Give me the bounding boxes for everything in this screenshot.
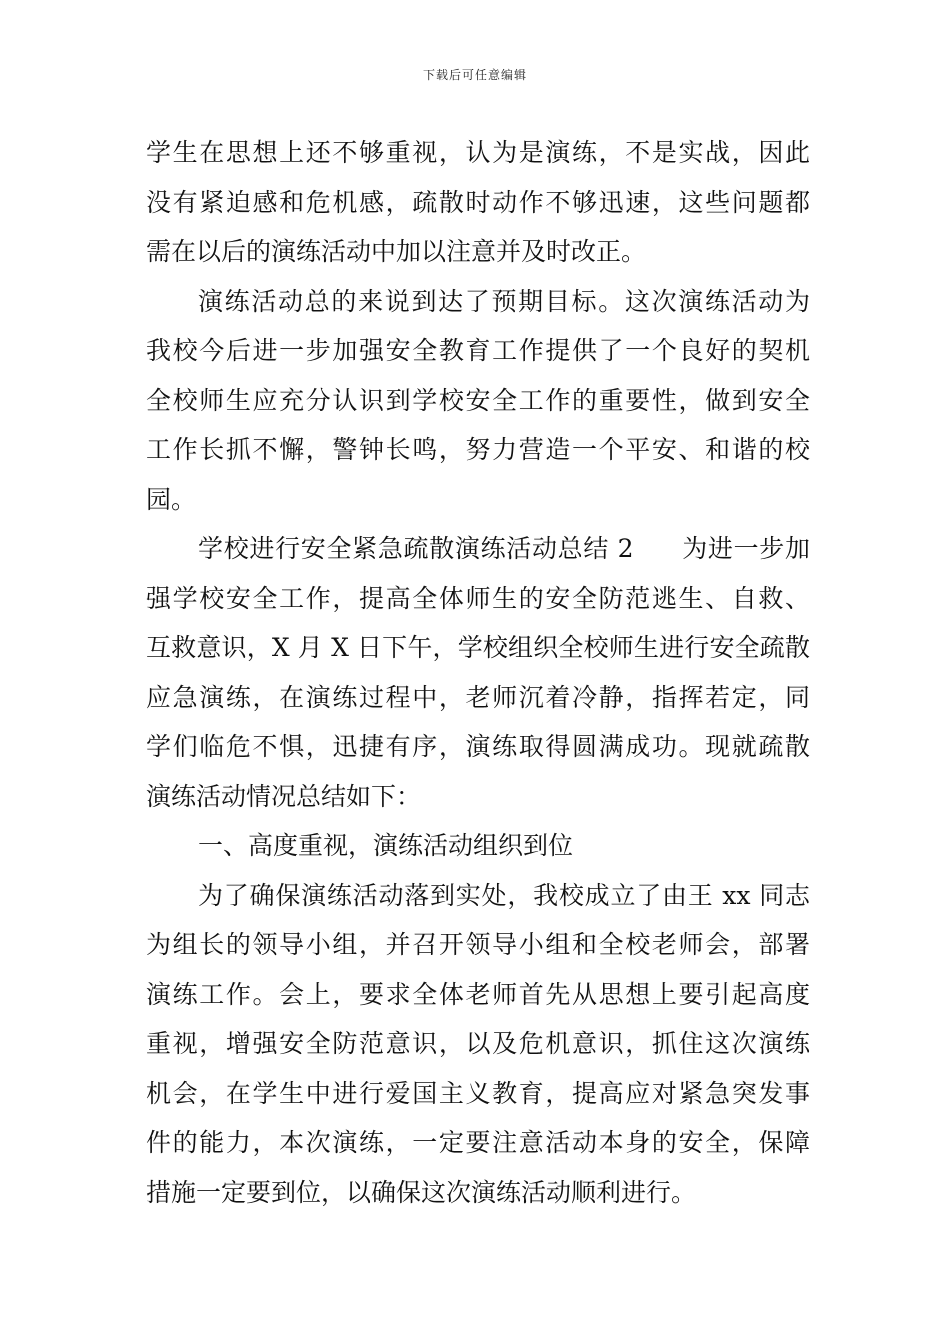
- text-line: 学生在思想上还不够重视，认为是演练，不是实战，因此: [146, 138, 810, 167]
- text-line: 为组长的领导小组，并召开领导小组和全校老师会，部署: [146, 930, 810, 959]
- text-line: 演练工作。会上，要求全体老师首先从思想上要引起高度: [146, 979, 810, 1009]
- text-line: 件的能力，本次演练，一定要注意活动本身的安全，保障: [146, 1128, 810, 1157]
- text-line: 需在以后的演练活动中加以注意并及时改正。: [146, 237, 647, 266]
- subsection-heading: 一、高度重视，演练活动组织到位: [198, 831, 574, 860]
- text-line: 我校今后进一步加强安全教育工作提供了一个良好的契机: [146, 336, 810, 365]
- text-line: 重视，增强安全防范意识，以及危机意识，抓住这次演练: [146, 1029, 810, 1058]
- document-body: [146, 128, 810, 1217]
- section-heading: 学校进行安全紧急疏散演练活动总结 2: [198, 534, 634, 563]
- text-line: 为了确保演练活动落到实处，我校成立了由王 xx 同志: [198, 880, 810, 910]
- page-header-note: 下载后可任意编辑: [422, 68, 527, 82]
- text-line: 园。: [146, 484, 197, 514]
- text-line: 全校师生应充分认识到学校安全工作的重要性，做到安全: [146, 385, 810, 415]
- text-line: 强学校安全工作，提高全体师生的安全防范逃生、自救、: [146, 583, 810, 613]
- text-line: 演练活动总的来说到达了预期目标。这次演练活动为: [198, 286, 810, 316]
- text-line: 互救意识，X 月 X 日下午，学校组织全校师生进行安全疏散: [146, 633, 810, 662]
- text-line: 工作长抓不懈，警钟长鸣，努力营造一个平安、和谐的校: [146, 435, 810, 464]
- text-line: 措施一定要到位，以确保这次演练活动顺利进行。: [146, 1177, 697, 1207]
- text-line-with-heading: [146, 524, 810, 574]
- text-line: 学们临危不惧，迅捷有序，演练取得圆满成功。现就疏散: [146, 732, 810, 761]
- text-line: 机会，在学生中进行爱国主义教育，提高应对紧急突发事: [146, 1078, 810, 1108]
- text-line: 没有紧迫感和危机感，疏散时动作不够迅速，这些问题都: [146, 187, 810, 217]
- paragraph-start: 为进一步加: [681, 534, 810, 563]
- text-line: 演练活动情况总结如下：: [146, 781, 422, 811]
- text-line: 应急演练，在演练过程中，老师沉着冷静，指挥若定，同: [146, 682, 810, 712]
